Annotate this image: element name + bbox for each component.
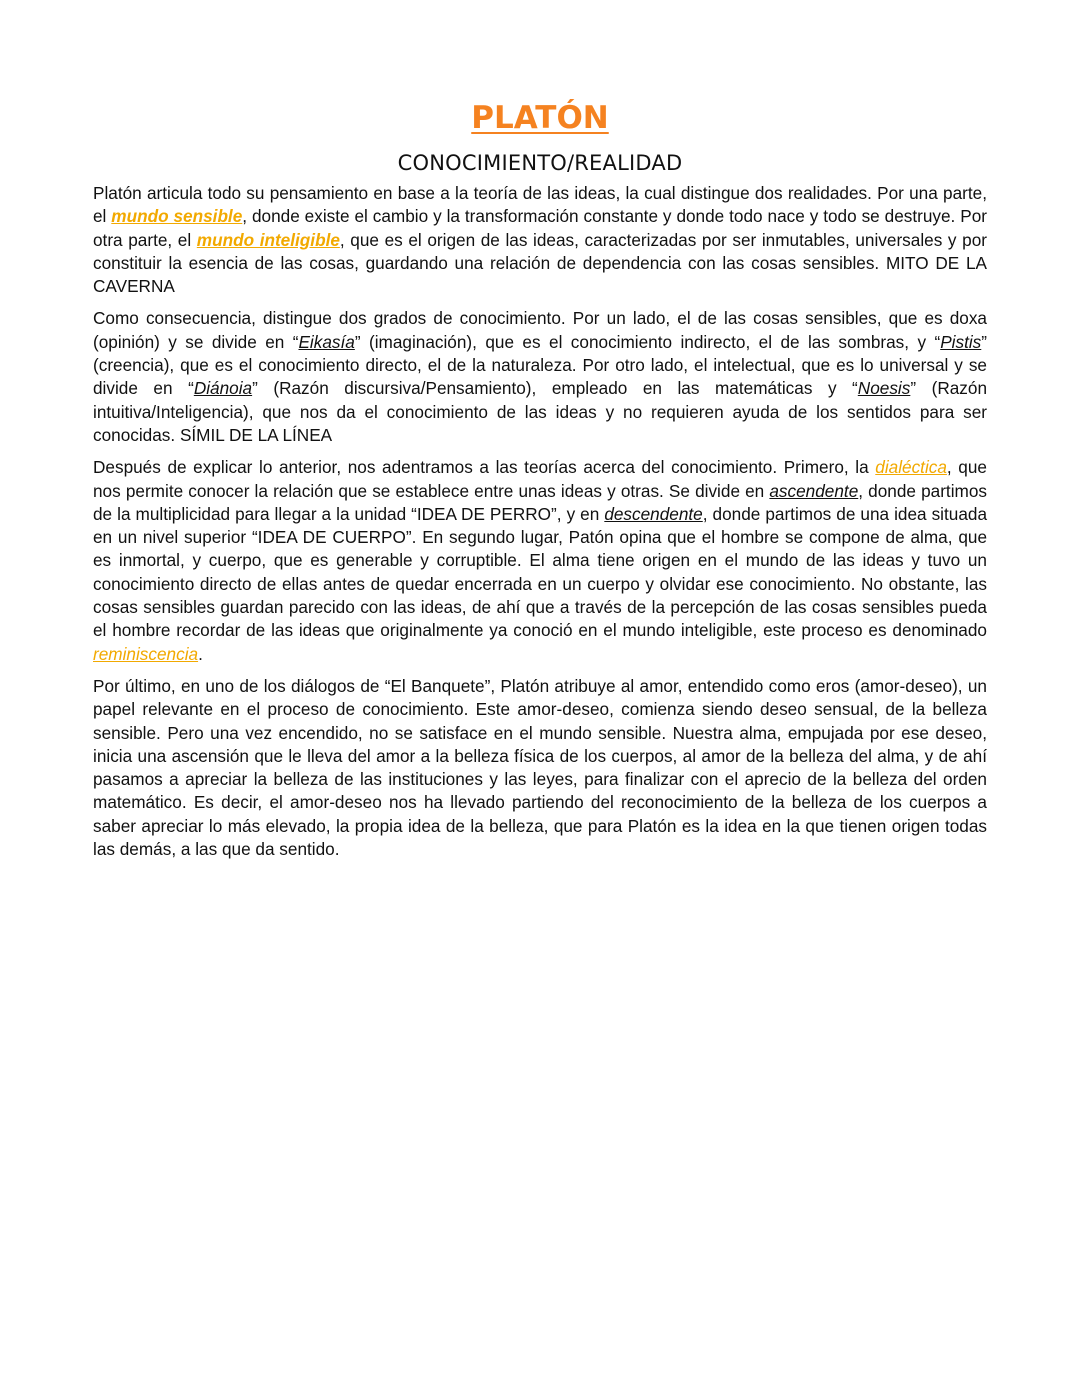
- keyword-dialectica: dialéctica: [875, 457, 947, 478]
- paragraph-text: ” (creencia), que es el conocimiento directo, el de la naturaleza. Por otro lado, el intelectual, que es lo universal y se divide en “: [93, 331, 988, 399]
- keyword-mundo-sensible: mundo sensible: [111, 206, 243, 227]
- keyword-dianoia: Diánoia: [193, 378, 253, 399]
- page-title: PLATÓN: [471, 100, 609, 136]
- paragraph-text: , donde partimos de la multiplicidad para llegar a la unidad “IDEA DE PERRO”, y en: [93, 480, 987, 524]
- keyword-eikasia: Eikasía: [298, 331, 355, 352]
- paragraph-text: Como consecuencia, distingue dos grados de conocimiento. Por un lado, el de las cosas sensibles, que es doxa (opinión) y se divide en “: [93, 308, 987, 352]
- paragraph-3: [93, 456, 987, 666]
- keyword-descendente: descendente: [604, 503, 703, 524]
- paragraph-text: , donde existe el cambio y la transformación constante y donde todo nace y todo se destruye. Por otra parte, el: [93, 206, 987, 250]
- paragraph-4: Por último, en uno de los diálogos de “El Banquete”, Platón atribuye al amor, entendido como eros (amor-deseo), un papel relevante en el proceso de conocimiento. Este amor-deseo, comienza siendo deseo sensual, de la belleza sensible. Pero una vez encendido, no se satisface en el mundo sensible. Nuestra alma, empujada por ese deseo, inicia una ascensión que le lleva del amor a la belleza física de los cuerpos, al amor de la belleza del alma, y de ahí pasamos a apreciar la belleza de las instituciones y las leyes, para finalizar con el aprecio de la belleza del orden matemático. Es decir, el amor-deseo nos ha llevado partiendo del reconocimiento de la belleza de los cuerpos a saber apreciar lo más elevado, la propia idea de la belleza, que para Platón es la idea en la que tienen origen todas las demás, a las que da sentido.: [93, 675, 987, 860]
- paragraph-text: .: [198, 643, 203, 664]
- section-subtitle: CONOCIMIENTO/REALIDAD: [397, 151, 683, 175]
- paragraph-text: , que nos permite conocer la relación que se establece entre unas ideas y otras. Se divide en: [93, 457, 987, 501]
- keyword-ascendente: ascendente: [769, 480, 859, 501]
- paragraph-text: ” (Razón intuitiva/Inteligencia), que nos da el conocimiento de las ideas y no requieren ayuda de los sentidos para ser conocidas. SÍMIL DE LA LÍNEA: [93, 378, 988, 445]
- keyword-reminiscencia: reminiscencia: [93, 643, 199, 664]
- document-page: [93, 96, 987, 870]
- paragraph-text: ” (Razón discursiva/Pensamiento), empleado en las matemáticas y “: [252, 378, 858, 399]
- keyword-noesis: Noesis: [857, 378, 911, 399]
- paragraph-text: ” (imaginación), que es el conocimiento indirecto, el de las sombras, y “: [354, 331, 941, 352]
- paragraph-text: Platón articula todo su pensamiento en base a la teoría de las ideas, la cual distingue dos realidades. Por una parte, el: [93, 183, 987, 227]
- paragraph-text: , que es el origen de las ideas, caracterizadas por ser inmutables, universales y por constituir la esencia de las cosas, guardando una relación de dependencia con las cosas sensibles. MITO DE LA CAVERNA: [93, 229, 987, 297]
- paragraph-2: [93, 307, 987, 447]
- keyword-pistis: Pistis: [940, 331, 982, 352]
- keyword-mundo-inteligible: mundo inteligible: [196, 229, 340, 250]
- paragraph-text: , donde partimos de una idea situada en un nivel superior “IDEA DE CUERPO”. En segundo lugar, Patón opina que el hombre se compone de alma, que es inmortal, y cuerpo, que es generable y corruptible. El alma tiene origen en el mundo de las ideas y tuvo un conocimiento directo de ellas antes de quedar encerrada en un cuerpo y olvidar ese conocimiento. No obstante, las cosas sensibles guardan parecido con las ideas, de ahí que a través de la percepción de las cosas sensibles pueda el hombre recordar de las ideas que originalmente ya conoció en el mundo inteligible, este proceso es denominado: [93, 503, 988, 641]
- paragraph-1: [93, 182, 987, 298]
- paragraph-text: Después de explicar lo anterior, nos adentramos a las teorías acerca del conocimiento. Primero, la: [93, 457, 876, 478]
